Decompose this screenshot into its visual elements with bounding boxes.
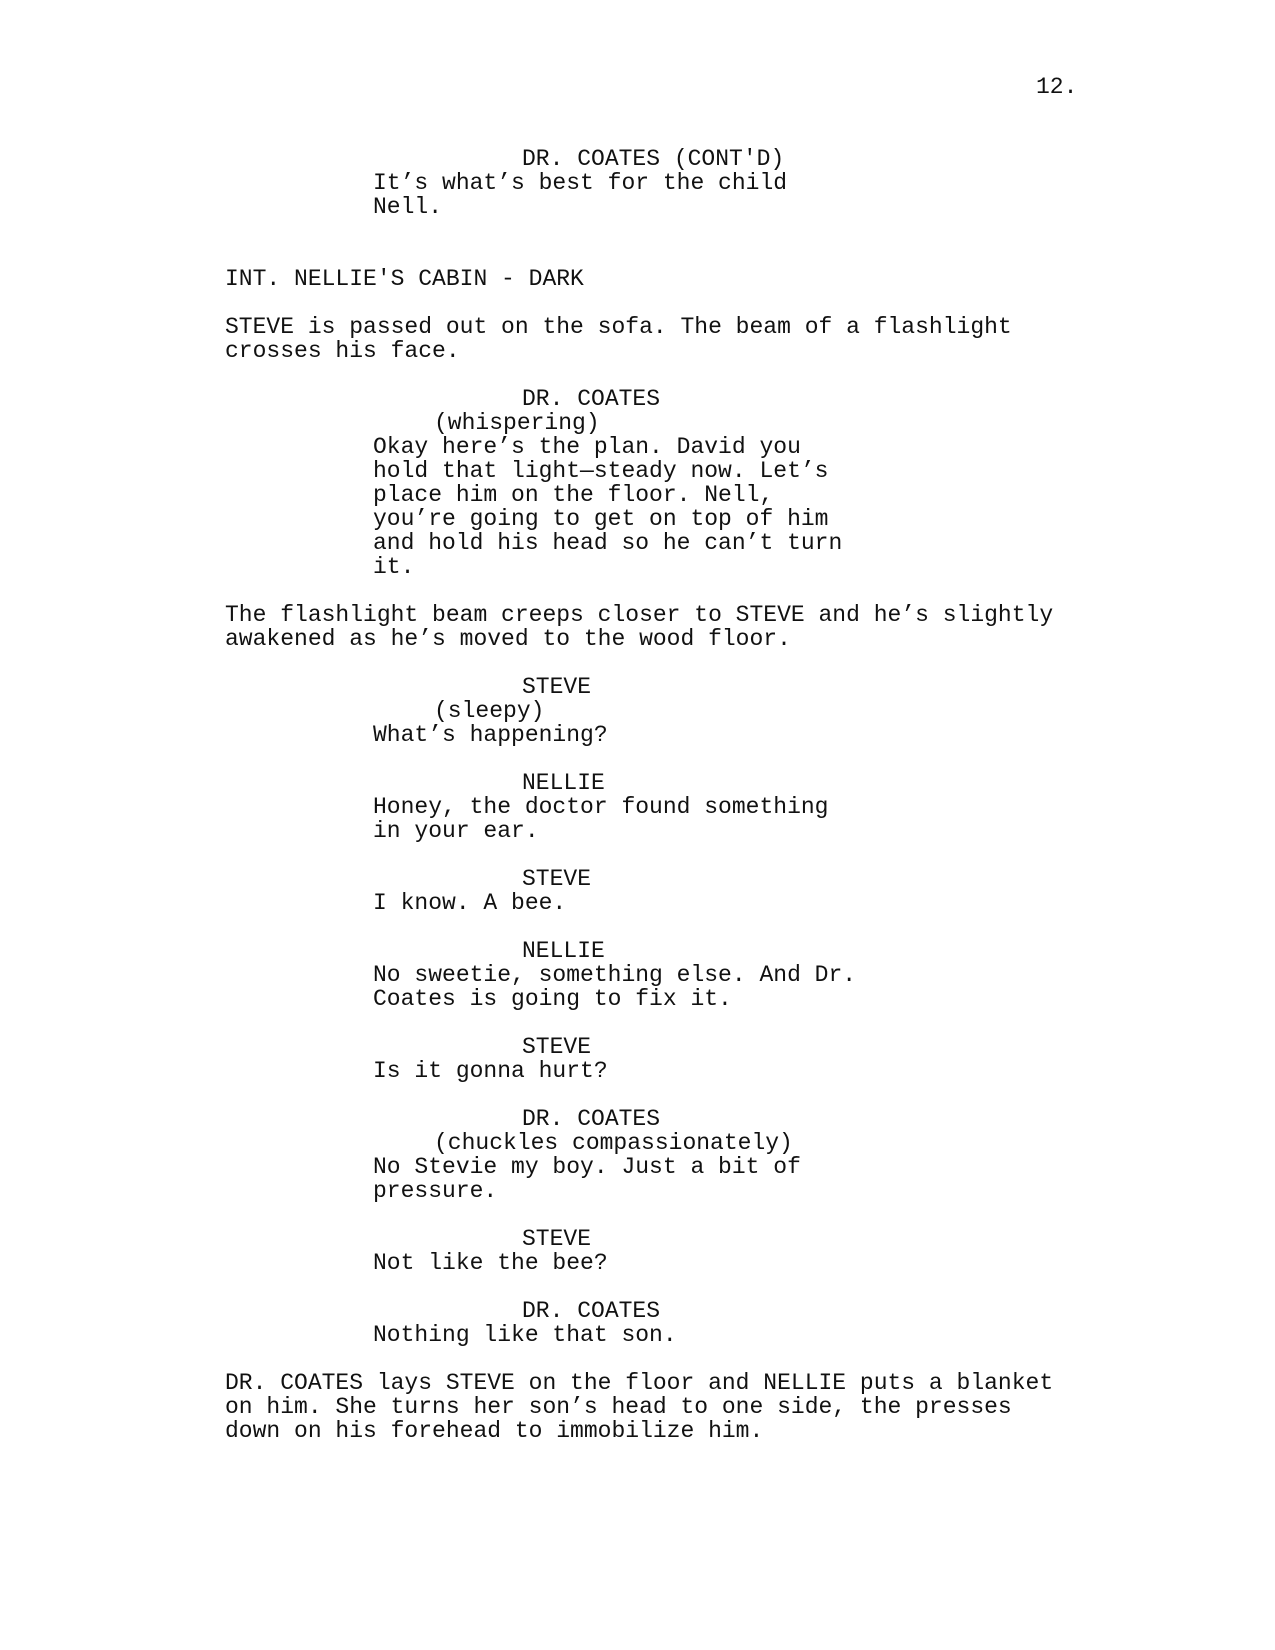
dialogue-line: hold that light—steady now. Let’s [373,458,829,484]
dialogue-line: in your ear. [373,818,539,844]
dialogue-line: and hold his head so he can’t turn [373,530,843,556]
dialogue-line: No sweetie, something else. And Dr. [373,962,857,988]
character-name: STEVE [522,674,592,700]
dialogue-line: Not like the bee? [373,1250,608,1276]
action-line: on him. She turns her son’s head to one side, the presses [225,1394,1012,1420]
parenthetical: (whispering) [434,410,600,436]
dialogue-line: It’s what’s best for the child [373,170,788,196]
action-line: STEVE is passed out on the sofa. The beam of a flashlight [225,314,1012,340]
character-name: DR. COATES [522,1298,661,1324]
dialogue-line: you’re going to get on top of him [373,506,829,532]
dialogue-line: No Stevie my boy. Just a bit of [373,1154,801,1180]
dialogue-line: Is it gonna hurt? [373,1058,608,1084]
action-line: down on his forehead to immobilize him. [225,1418,764,1444]
character-name: STEVE [522,866,592,892]
character-name: DR. COATES (CONT'D) [522,146,785,172]
dialogue-line: Nothing like that son. [373,1322,677,1348]
action-line: awakened as he’s moved to the wood floor. [225,626,791,652]
dialogue-line: pressure. [373,1178,498,1204]
dialogue-line: it. [373,554,415,580]
character-name: DR. COATES [522,1106,661,1132]
character-name: DR. COATES [522,386,661,412]
dialogue-line: place him on the floor. Nell, [373,482,774,508]
dialogue-line: I know. A bee. [373,890,567,916]
dialogue-line: Coates is going to fix it. [373,986,732,1012]
dialogue-line: Honey, the doctor found something [373,794,829,820]
character-name: NELLIE [522,770,605,796]
page-number: 12. [1036,74,1078,100]
parenthetical: (sleepy) [434,698,545,724]
dialogue-line: What’s happening? [373,722,608,748]
parenthetical: (chuckles compassionately) [434,1130,793,1156]
character-name: NELLIE [522,938,605,964]
action-line: The flashlight beam creeps closer to STEVE and he’s slightly [225,602,1054,628]
dialogue-line: Okay here’s the plan. David you [373,434,801,460]
scene-heading: INT. NELLIE'S CABIN - DARK [225,266,584,292]
character-name: STEVE [522,1034,592,1060]
action-line: crosses his face. [225,338,460,364]
action-line: DR. COATES lays STEVE on the floor and NELLIE puts a blanket [225,1370,1054,1396]
character-name: STEVE [522,1226,592,1252]
dialogue-line: Nell. [373,194,443,220]
